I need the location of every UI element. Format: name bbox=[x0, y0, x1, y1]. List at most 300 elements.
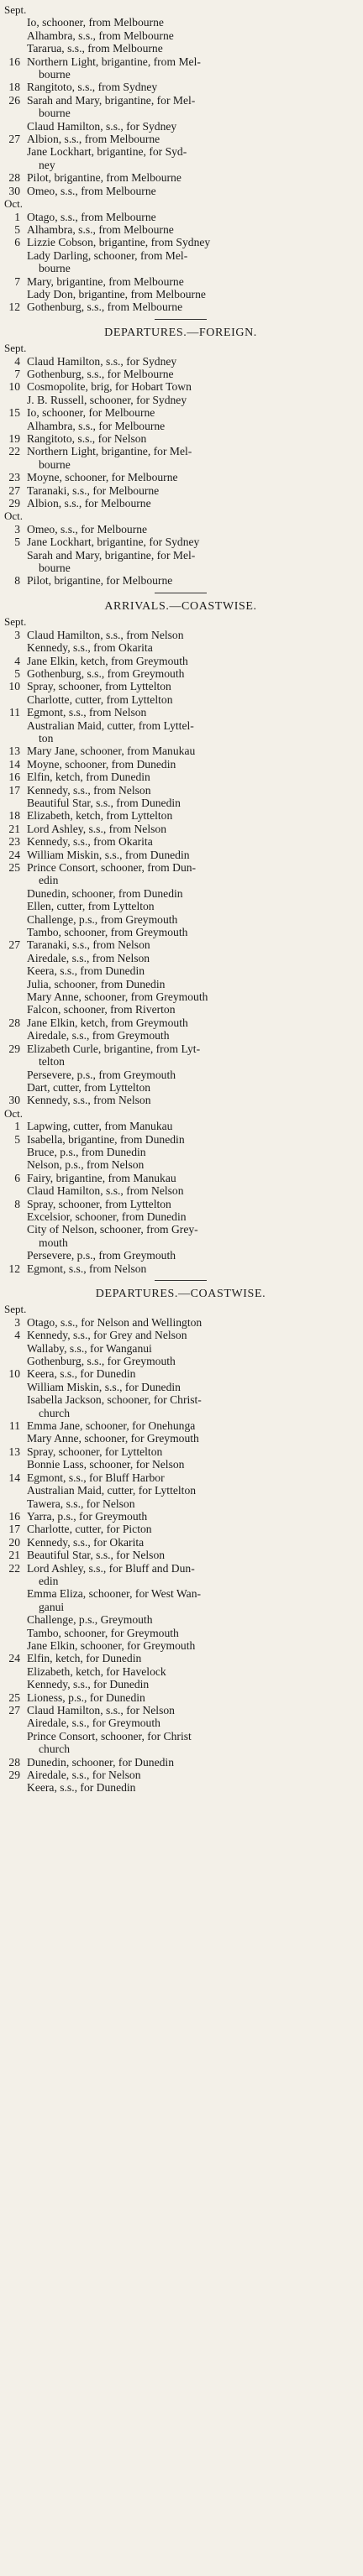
shipping-entry bbox=[3, 1756, 358, 1769]
shipping-entry bbox=[3, 1613, 358, 1626]
entry-day: 16 bbox=[8, 55, 20, 68]
shipping-entry bbox=[3, 1120, 358, 1132]
entry-line: Northern Light, brigantine, from Mel- bbox=[27, 55, 201, 68]
month-block bbox=[3, 3, 358, 197]
entry-line: Julia, schooner, from Dunedin bbox=[27, 977, 166, 990]
entry-day: 30 bbox=[8, 1094, 20, 1107]
entry-text bbox=[27, 1756, 358, 1769]
entry-day: 21 bbox=[8, 1549, 20, 1562]
entry-text bbox=[27, 1665, 358, 1678]
entry-day: 5 bbox=[14, 222, 20, 236]
entry-text bbox=[27, 1210, 358, 1223]
month-label: Oct. bbox=[4, 509, 24, 523]
entry-day: 11 bbox=[8, 706, 20, 719]
entry-line: Jane Lockhart, brigantine, for Syd- bbox=[27, 145, 187, 159]
entry-line: Lioness, p.s., for Dunedin bbox=[27, 1690, 145, 1704]
entry-line: Jane Lockhart, brigantine, for Sydney bbox=[27, 536, 200, 549]
entry-line: Albion, s.s., for Melbourne bbox=[27, 497, 151, 510]
entry-day: 22 bbox=[8, 1561, 20, 1575]
entry-text bbox=[27, 1652, 358, 1664]
entry-line: Claud Hamilton, s.s., from Nelson bbox=[27, 628, 184, 641]
shipping-entry bbox=[3, 1445, 358, 1458]
entry-line: Beautiful Star, s.s., from Dunedin bbox=[27, 796, 181, 809]
entry-line: Spray, schooner, for Lyttelton bbox=[27, 1445, 163, 1458]
entry-text bbox=[27, 223, 358, 236]
shipping-entry bbox=[3, 171, 358, 184]
shipping-entry bbox=[3, 1510, 358, 1523]
entry-text bbox=[27, 693, 358, 706]
entry-text bbox=[27, 171, 358, 184]
shipping-entry bbox=[3, 771, 358, 783]
entry-text bbox=[27, 1639, 358, 1652]
entry-text bbox=[27, 1003, 358, 1016]
month-label: Oct. bbox=[4, 1106, 24, 1120]
month-label: Sept. bbox=[4, 615, 27, 629]
entry-text bbox=[27, 1562, 358, 1588]
entry-text bbox=[27, 185, 358, 197]
entry-text bbox=[27, 1316, 358, 1329]
entry-text bbox=[27, 42, 358, 55]
section-heading: DEPARTURES.—FOREIGN. bbox=[104, 326, 257, 339]
entry-day: 6 bbox=[14, 236, 20, 249]
shipping-entry bbox=[3, 497, 358, 509]
entry-day: 16 bbox=[8, 771, 20, 784]
entry-line: Taranaki, s.s., for Melbourne bbox=[27, 483, 160, 497]
entry-continuation: ganui bbox=[39, 1600, 65, 1613]
entry-line: Mary, brigantine, from Melbourne bbox=[27, 274, 184, 288]
entry-text bbox=[27, 1184, 358, 1197]
entry-day: 14 bbox=[8, 1471, 20, 1484]
entry-line: Dart, cutter, from Lyttelton bbox=[27, 1080, 151, 1094]
entry-text bbox=[27, 629, 358, 641]
shipping-entry bbox=[3, 1497, 358, 1510]
entry-text bbox=[27, 990, 358, 1003]
entry-day: 28 bbox=[8, 1755, 20, 1769]
entry-line: Keera, s.s., for Dunedin bbox=[27, 1367, 136, 1381]
shipping-entry bbox=[3, 952, 358, 964]
entry-line: Beautiful Star, s.s., for Nelson bbox=[27, 1549, 166, 1562]
shipping-entry bbox=[3, 797, 358, 809]
entry-text bbox=[27, 926, 358, 938]
shipping-entry bbox=[3, 484, 358, 497]
entry-line: Claud Hamilton, s.s., for Sydney bbox=[27, 354, 177, 368]
entry-text bbox=[27, 394, 358, 406]
shipping-entry bbox=[3, 1016, 358, 1029]
shipping-entry bbox=[3, 574, 358, 587]
shipping-entry bbox=[3, 1094, 358, 1106]
month-label: Sept. bbox=[4, 342, 27, 355]
shipping-entry bbox=[3, 926, 358, 938]
entry-line: City of Nelson, schooner, from Grey- bbox=[27, 1223, 198, 1236]
entry-line: Airedale, s.s., from Greymouth bbox=[27, 1029, 170, 1042]
entry-line: Charlotte, cutter, for Picton bbox=[27, 1523, 152, 1536]
entry-day: 12 bbox=[8, 1262, 20, 1275]
entry-day: 15 bbox=[8, 406, 20, 420]
section-heading: DEPARTURES.—COASTWISE. bbox=[95, 1288, 266, 1300]
shipping-entry bbox=[3, 823, 358, 835]
shipping-entry bbox=[3, 913, 358, 926]
entry-line: Tararua, s.s., from Melbourne bbox=[27, 42, 163, 55]
entry-line: Moyne, schooner, from Dunedin bbox=[27, 757, 176, 771]
entry-continuation: church bbox=[39, 1743, 70, 1756]
section-heading: ARRIVALS.—COASTWISE. bbox=[104, 599, 257, 613]
shipping-entry bbox=[3, 809, 358, 822]
entry-day: 5 bbox=[14, 536, 20, 549]
shipping-entry bbox=[3, 680, 358, 692]
entry-line: Claud Hamilton, s.s., from Nelson bbox=[27, 1184, 184, 1198]
shipping-section bbox=[3, 319, 358, 588]
entry-day: 26 bbox=[8, 93, 20, 107]
shipping-entry bbox=[3, 1198, 358, 1210]
entry-text bbox=[27, 1158, 358, 1171]
entry-text bbox=[27, 1613, 358, 1626]
entry-line: Alhambra, s.s., for Melbourne bbox=[27, 419, 166, 432]
entry-continuation: bourne bbox=[39, 262, 71, 275]
shipping-entry bbox=[3, 236, 358, 248]
shipping-entry bbox=[3, 1003, 358, 1016]
entry-text bbox=[27, 1355, 358, 1367]
entry-text bbox=[27, 368, 358, 380]
shipping-entry bbox=[3, 1262, 358, 1275]
shipping-entry bbox=[3, 655, 358, 667]
shipping-entry bbox=[3, 1210, 358, 1223]
entry-text bbox=[27, 523, 358, 536]
entry-text bbox=[27, 249, 358, 275]
entry-line: Gothenburg, s.s., from Greymouth bbox=[27, 666, 185, 680]
shipping-entry bbox=[3, 1146, 358, 1158]
entry-day: 17 bbox=[8, 783, 20, 797]
entry-day: 24 bbox=[8, 848, 20, 861]
entry-text bbox=[27, 1704, 358, 1716]
entry-day: 22 bbox=[8, 445, 20, 458]
shipping-entry bbox=[3, 432, 358, 445]
entry-continuation: bourne bbox=[39, 457, 71, 471]
entry-text bbox=[27, 288, 358, 300]
entry-line: J. B. Russell, schooner, for Sydney bbox=[27, 393, 187, 406]
shipping-entry bbox=[3, 1342, 358, 1355]
entry-line: Gothenburg, s.s., for Greymouth bbox=[27, 1355, 176, 1368]
entry-text bbox=[27, 1029, 358, 1042]
entry-text bbox=[27, 913, 358, 926]
entry-day: 29 bbox=[8, 1769, 20, 1782]
entry-line: Egmont, s.s., from Nelson bbox=[27, 1262, 147, 1275]
shipping-entry bbox=[3, 835, 358, 848]
entry-text bbox=[27, 94, 358, 120]
entry-continuation: bourne bbox=[39, 107, 71, 120]
entry-line: Spray, schooner, from Lyttelton bbox=[27, 1197, 171, 1210]
shipping-entry bbox=[3, 380, 358, 393]
entry-line: Kennedy, s.s., from Okarita bbox=[27, 835, 153, 849]
entry-text bbox=[27, 978, 358, 990]
entry-line: Persevere, p.s., from Greymouth bbox=[27, 1249, 176, 1262]
entry-line: Yarra, p.s., for Greymouth bbox=[27, 1509, 148, 1523]
entry-day: 1 bbox=[14, 1120, 20, 1133]
entry-continuation: ney bbox=[39, 158, 55, 171]
entry-line: Kennedy, s.s., for Dunedin bbox=[27, 1678, 150, 1691]
entry-continuation: edin bbox=[39, 874, 59, 887]
shipping-entry bbox=[3, 1249, 358, 1262]
shipping-entry bbox=[3, 1691, 358, 1704]
entry-text bbox=[27, 1510, 358, 1523]
entry-text bbox=[27, 1223, 358, 1249]
month-block bbox=[3, 509, 358, 587]
entry-text bbox=[27, 797, 358, 809]
entry-text bbox=[27, 484, 358, 497]
entry-line: Otago, s.s., from Melbourne bbox=[27, 210, 156, 223]
shipping-entry bbox=[3, 1042, 358, 1069]
entry-day: 7 bbox=[14, 367, 20, 380]
shipping-entry bbox=[3, 667, 358, 680]
entry-text bbox=[27, 236, 358, 248]
entry-text bbox=[27, 497, 358, 509]
entry-line: Airedale, s.s., from Nelson bbox=[27, 951, 150, 964]
entry-day: 25 bbox=[8, 861, 20, 874]
entry-text bbox=[27, 1471, 358, 1484]
shipping-entry bbox=[3, 1523, 358, 1535]
shipping-entry bbox=[3, 1172, 358, 1184]
entry-line: Lord Ashley, s.s., from Nelson bbox=[27, 822, 167, 835]
shipping-entry bbox=[3, 42, 358, 55]
shipping-entry bbox=[3, 1316, 358, 1329]
shipping-entry bbox=[3, 1639, 358, 1652]
shipping-entry bbox=[3, 394, 358, 406]
shipping-entry bbox=[3, 964, 358, 977]
entry-day: 29 bbox=[8, 497, 20, 510]
entry-text bbox=[27, 406, 358, 419]
entry-line: Moyne, schooner, for Melbourne bbox=[27, 471, 178, 484]
shipping-entry bbox=[3, 1355, 358, 1367]
entry-day: 23 bbox=[8, 835, 20, 849]
entry-day: 5 bbox=[14, 1132, 20, 1146]
shipping-entry bbox=[3, 1730, 358, 1756]
shipping-section bbox=[3, 593, 358, 1275]
entry-day: 30 bbox=[8, 184, 20, 197]
entry-text bbox=[27, 536, 358, 548]
entry-text bbox=[27, 1781, 358, 1794]
entry-text bbox=[27, 861, 358, 887]
shipping-entry bbox=[3, 223, 358, 236]
shipping-entry bbox=[3, 1665, 358, 1678]
shipping-entry bbox=[3, 758, 358, 771]
entry-line: Lady Darling, schooner, from Mel- bbox=[27, 248, 188, 262]
entry-text bbox=[27, 641, 358, 654]
entry-text bbox=[27, 1262, 358, 1275]
entry-continuation: bourne bbox=[39, 68, 71, 81]
entry-line: Claud Hamilton, s.s., for Nelson bbox=[27, 1704, 175, 1716]
entry-line: Gothenburg, s.s., for Melbourne bbox=[27, 367, 174, 380]
entry-line: Spray, schooner, from Lyttelton bbox=[27, 680, 171, 693]
entry-text bbox=[27, 420, 358, 432]
entry-line: Tambo, schooner, from Greymouth bbox=[27, 926, 188, 939]
entry-line: Tambo, schooner, for Greymouth bbox=[27, 1626, 179, 1639]
entry-text bbox=[27, 1172, 358, 1184]
shipping-entry bbox=[3, 16, 358, 29]
entry-line: William Miskin, s.s., for Dunedin bbox=[27, 1380, 181, 1393]
shipping-entry bbox=[3, 1432, 358, 1445]
entry-line: Otago, s.s., for Nelson and Wellington bbox=[27, 1315, 203, 1329]
shipping-entry bbox=[3, 185, 358, 197]
entry-day: 14 bbox=[8, 757, 20, 771]
shipping-entry bbox=[3, 1769, 358, 1781]
entry-text bbox=[27, 1419, 358, 1432]
entry-line: Dunedin, schooner, from Dunedin bbox=[27, 886, 183, 900]
entry-line: Mary Anne, schooner, from Greymouth bbox=[27, 990, 208, 1004]
entry-text bbox=[27, 706, 358, 718]
entry-text bbox=[27, 835, 358, 848]
shipping-entry bbox=[3, 1536, 358, 1549]
entry-line: Alhambra, s.s., from Melbourne bbox=[27, 29, 174, 42]
shipping-entry bbox=[3, 1652, 358, 1664]
entry-day: 3 bbox=[14, 522, 20, 536]
shipping-entry bbox=[3, 275, 358, 288]
entry-text bbox=[27, 1549, 358, 1561]
entry-day: 13 bbox=[8, 1445, 20, 1458]
entry-day: 28 bbox=[8, 171, 20, 185]
entry-text bbox=[27, 380, 358, 393]
entry-text bbox=[27, 952, 358, 964]
shipping-entry bbox=[3, 1587, 358, 1613]
entry-text bbox=[27, 745, 358, 757]
shipping-entry bbox=[3, 1393, 358, 1419]
entry-day: 17 bbox=[8, 1523, 20, 1536]
shipping-entry bbox=[3, 1329, 358, 1341]
shipping-entry bbox=[3, 355, 358, 368]
month-label: Oct. bbox=[4, 197, 24, 211]
entry-line: Charlotte, cutter, from Lyttelton bbox=[27, 692, 173, 706]
entry-text bbox=[27, 1458, 358, 1471]
entry-line: Pilot, brigantine, for Melbourne bbox=[27, 574, 173, 588]
entry-text bbox=[27, 1497, 358, 1510]
shipping-entry bbox=[3, 1716, 358, 1729]
shipping-entry bbox=[3, 211, 358, 223]
shipping-entry bbox=[3, 887, 358, 900]
entry-text bbox=[27, 809, 358, 822]
shipping-entry bbox=[3, 1627, 358, 1639]
entry-text bbox=[27, 145, 358, 171]
shipping-entry bbox=[3, 145, 358, 171]
entry-text bbox=[27, 81, 358, 93]
entry-line: Falcon, schooner, from Riverton bbox=[27, 1003, 176, 1016]
shipping-entry bbox=[3, 900, 358, 912]
entry-line: Airedale, s.s., for Greymouth bbox=[27, 1716, 160, 1730]
entry-day: 10 bbox=[8, 1367, 20, 1381]
entry-text bbox=[27, 1445, 358, 1458]
entry-text bbox=[27, 1691, 358, 1704]
entry-text bbox=[27, 1587, 358, 1613]
entry-day: 8 bbox=[14, 1197, 20, 1210]
entry-text bbox=[27, 1536, 358, 1549]
shipping-entry bbox=[3, 288, 358, 300]
entry-line: Sarah and Mary, brigantine, for Mel- bbox=[27, 93, 196, 107]
entry-text bbox=[27, 784, 358, 797]
entry-text bbox=[27, 1367, 358, 1380]
entry-text bbox=[27, 1678, 358, 1690]
shipping-entry bbox=[3, 1133, 358, 1146]
month-block bbox=[3, 615, 358, 1106]
shipping-entry bbox=[3, 445, 358, 471]
shipping-entry bbox=[3, 861, 358, 887]
entry-line: Egmont, s.s., for Bluff Harbor bbox=[27, 1471, 165, 1484]
entry-text bbox=[27, 471, 358, 483]
entry-line: Bonnie Lass, schooner, for Nelson bbox=[27, 1458, 185, 1471]
entry-line: Egmont, s.s., from Nelson bbox=[27, 706, 147, 719]
entry-text bbox=[27, 275, 358, 288]
entry-line: Albion, s.s., from Melbourne bbox=[27, 133, 160, 146]
entry-line: Airedale, s.s., for Nelson bbox=[27, 1769, 141, 1782]
entry-day: 25 bbox=[8, 1690, 20, 1704]
shipping-entry bbox=[3, 1081, 358, 1094]
entry-text bbox=[27, 1484, 358, 1497]
entry-day: 3 bbox=[14, 628, 20, 641]
entry-day: 10 bbox=[8, 380, 20, 394]
entry-text bbox=[27, 1133, 358, 1146]
entry-line: Wallaby, s.s., for Wanganui bbox=[27, 1341, 152, 1355]
entry-text bbox=[27, 1432, 358, 1445]
entry-day: 20 bbox=[8, 1535, 20, 1549]
entry-text bbox=[27, 823, 358, 835]
entry-continuation: mouth bbox=[39, 1236, 68, 1249]
entry-text bbox=[27, 771, 358, 783]
month-label: Sept. bbox=[4, 1303, 27, 1316]
entry-day: 4 bbox=[14, 654, 20, 667]
entry-line: Mary Jane, schooner, from Manukau bbox=[27, 745, 196, 758]
entry-continuation: ton bbox=[39, 731, 54, 745]
entry-line: Jane Elkin, ketch, from Greymouth bbox=[27, 654, 188, 667]
entry-text bbox=[27, 758, 358, 771]
entry-day: 27 bbox=[8, 938, 20, 952]
entry-day: 16 bbox=[8, 1509, 20, 1523]
shipping-entry bbox=[3, 94, 358, 120]
entry-day: 3 bbox=[14, 1315, 20, 1329]
entry-text bbox=[27, 667, 358, 680]
entry-day: 13 bbox=[8, 745, 20, 758]
month-block bbox=[3, 1107, 358, 1275]
entry-day: 19 bbox=[8, 432, 20, 445]
entry-continuation: edin bbox=[39, 1574, 59, 1587]
section-divider bbox=[155, 1280, 207, 1281]
entry-text bbox=[27, 1393, 358, 1419]
entry-text bbox=[27, 120, 358, 133]
shipping-entry bbox=[3, 1781, 358, 1794]
entry-continuation: telton bbox=[39, 1055, 65, 1069]
entry-text bbox=[27, 719, 358, 745]
entry-text bbox=[27, 964, 358, 977]
entry-line: Claud Hamilton, s.s., for Sydney bbox=[27, 119, 177, 133]
shipping-entry bbox=[3, 978, 358, 990]
entry-day: 18 bbox=[8, 81, 20, 94]
entry-line: Kennedy, s.s., for Okarita bbox=[27, 1535, 145, 1549]
entry-line: Taranaki, s.s., from Nelson bbox=[27, 938, 150, 952]
entry-day: 8 bbox=[14, 574, 20, 588]
entry-text bbox=[27, 29, 358, 42]
entry-continuation: church bbox=[39, 1406, 70, 1419]
entry-line: Emma Eliza, schooner, for West Wan- bbox=[27, 1587, 202, 1601]
entry-line: Fairy, brigantine, from Manukau bbox=[27, 1171, 176, 1184]
shipping-entry bbox=[3, 1484, 358, 1497]
entry-line: Rangitoto, s.s., for Nelson bbox=[27, 432, 147, 445]
entry-line: Kennedy, s.s., from Nelson bbox=[27, 783, 151, 797]
entry-text bbox=[27, 1329, 358, 1341]
entry-line: Isabella, brigantine, from Dunedin bbox=[27, 1132, 185, 1146]
entry-text bbox=[27, 55, 358, 81]
entry-line: Elizabeth, ketch, for Havelock bbox=[27, 1664, 166, 1678]
shipping-entry bbox=[3, 938, 358, 951]
shipping-entry bbox=[3, 1184, 358, 1197]
entry-line: Elfin, ketch, from Dunedin bbox=[27, 771, 150, 784]
entry-day: 5 bbox=[14, 666, 20, 680]
entry-day: 27 bbox=[8, 1704, 20, 1716]
month-block bbox=[3, 342, 358, 509]
